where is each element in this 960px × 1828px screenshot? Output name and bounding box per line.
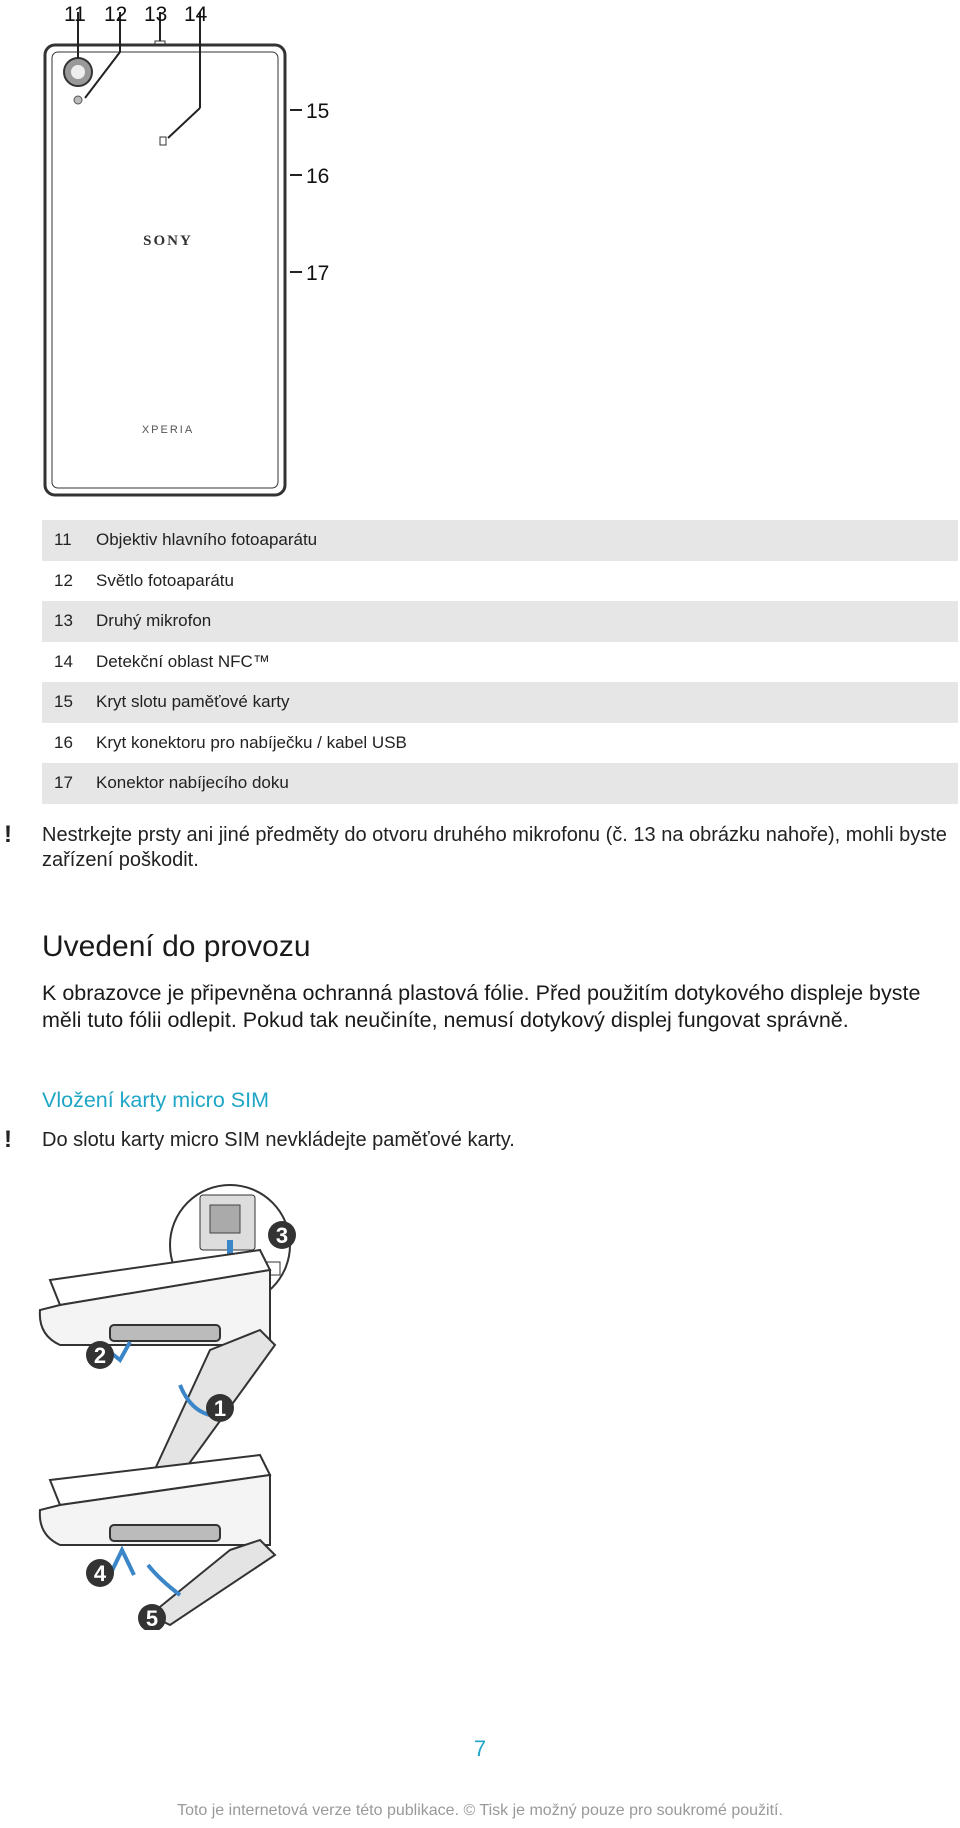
part-number: 13 — [54, 611, 73, 631]
part-label: Detekční oblast NFC™ — [96, 651, 270, 671]
callout-17: 17 — [306, 262, 330, 285]
callout-12: 12 — [104, 3, 128, 26]
phone-edge-lower — [40, 1455, 270, 1545]
table-row — [42, 561, 958, 602]
page-number: 7 — [473, 1736, 487, 1761]
callout-16: 16 — [306, 165, 330, 188]
part-number: 14 — [54, 651, 73, 671]
table-row — [42, 601, 958, 642]
part-number: 17 — [54, 773, 73, 793]
callout-13: 13 — [144, 3, 168, 26]
phone-back-figure — [30, 0, 370, 500]
table-row — [42, 682, 958, 723]
model-logo: XPERIA — [141, 424, 195, 436]
callout-14: 14 — [184, 3, 208, 26]
camera-lens-icon — [64, 58, 92, 86]
callout-11: 11 — [64, 3, 86, 26]
footer-note: Toto je internetová verze této publikace. © Tisk je možný pouze pro soukromé použití. — [177, 1802, 783, 1819]
part-number: 16 — [54, 732, 73, 752]
table-row — [42, 763, 958, 804]
part-label: Kryt konektoru pro nabíječku / kabel USB — [96, 732, 407, 752]
part-label: Konektor nabíjecího doku — [96, 773, 289, 793]
sim-insertion-figure — [30, 1170, 360, 1630]
part-label: Objektiv hlavního fotoaparátu — [96, 530, 318, 550]
camera-light-icon — [74, 96, 82, 104]
step-2: 2 — [93, 1343, 107, 1368]
arrow-curve-in-icon — [148, 1565, 180, 1595]
warning-icon: ! — [4, 821, 12, 848]
body-paragraph: K obrazovce je připevněna ochranná plastová fólie. Před použitím dotykového displeje byste měli tuto fólii odlepit. Pokud tak neučiníte, nemusí dotykový displej fungovat správně. — [42, 981, 921, 1032]
part-number: 11 — [54, 530, 72, 550]
warning-icon: ! — [4, 1126, 12, 1153]
cover-flap-lower — [150, 1540, 275, 1625]
part-label: Druhý mikrofon — [96, 611, 212, 631]
section-heading: Uvedení do provozu — [42, 930, 311, 963]
step-5: 5 — [145, 1606, 159, 1630]
warning-text: Do slotu karty micro SIM nevkládejte paměťové karty. — [42, 1129, 515, 1151]
part-label: Světlo fotoaparátu — [96, 570, 234, 590]
table-row — [42, 642, 958, 683]
table-row — [42, 723, 958, 764]
warning-text: Nestrkejte prsty ani jiné předměty do otvoru druhého mikrofonu (č. 13 na obrázku nahoře), mohli byste zařízení poškodit. — [42, 824, 947, 871]
step-4: 4 — [93, 1561, 107, 1586]
subsection-heading: Vložení karty micro SIM — [42, 1088, 269, 1112]
step-3: 3 — [275, 1223, 289, 1248]
nfc-area-icon — [160, 137, 166, 145]
part-number: 12 — [54, 570, 73, 590]
part-label: Kryt slotu paměťové karty — [96, 692, 290, 712]
part-number: 15 — [54, 692, 73, 712]
callout-15: 15 — [306, 100, 330, 123]
phone-edge-upper — [40, 1250, 270, 1345]
step-1: 1 — [213, 1396, 227, 1421]
brand-logo: SONY — [143, 233, 193, 249]
parts-table — [42, 520, 958, 804]
table-row — [42, 520, 958, 561]
